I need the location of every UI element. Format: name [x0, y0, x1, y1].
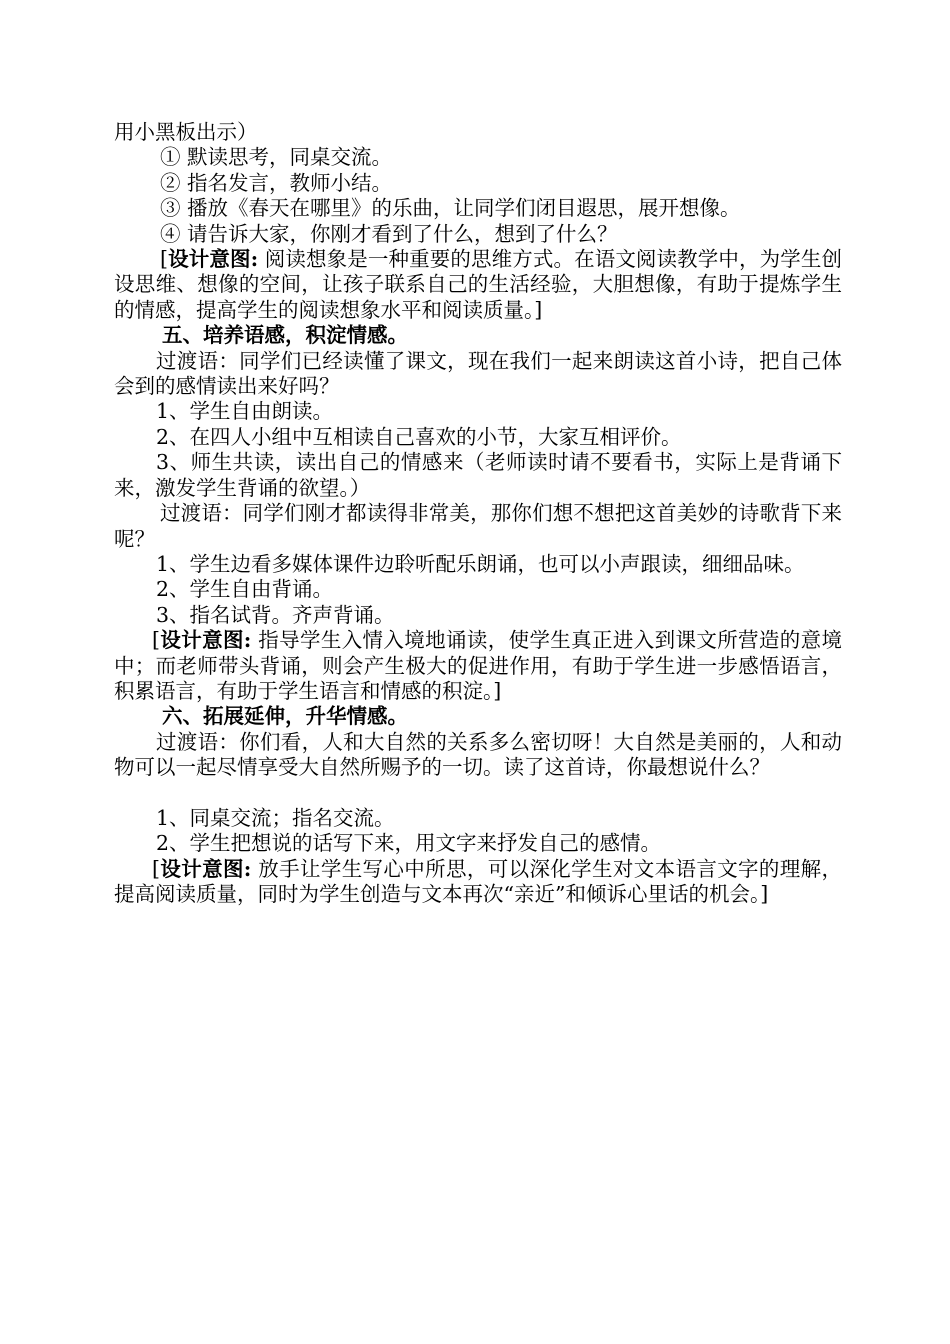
note-bracket: [ — [152, 856, 160, 881]
step-1: ① 默读思考，同桌交流。 — [160, 145, 393, 170]
step-3: ③ 播放《春天在哪里》的乐曲，让同学们闭目遐思，展开想像。 — [160, 196, 741, 221]
note-text: 阅读想象是一种重要的思维方式。在语文阅读教学中，为学生创设思维、想像的空间，让孩子联系自己的生活经验，大胆想像，有助于提炼学生的情感，提高学生的阅读想象水平和阅读质量。] — [114, 247, 843, 322]
list-item: 1、学生边看多媒体课件边聆听配乐朗诵，也可以小声跟读，细细品味。 — [156, 551, 805, 576]
list-item: 2、学生自由背诵。 — [156, 577, 334, 602]
note-text: 指导学生入情入境地诵读，使学生真正进入到课文所营造的意境中；而老师带头背诵，则会产生极大的促进作用，有助于学生进一步感悟语言，积累语言，有助于学生语言和情感的积淀。] — [114, 628, 842, 703]
transition-2: 过渡语：同学们刚才都读得非常美，那你们想不想把这首美妙的诗歌背下来呢？ — [114, 501, 842, 551]
list-item: 1、同桌交流；指名交流。 — [156, 805, 395, 830]
transition-3: 过渡语：你们看，人和大自然的关系多么密切呀！大自然是美丽的，人和动物可以一起尽情享受大自然所赐予的一切。读了这首诗，你最想说什么？ — [114, 729, 842, 780]
note-label: 设计意图: — [160, 628, 252, 653]
document-page — [114, 120, 842, 908]
note-bracket: [ — [160, 247, 168, 272]
step-2: ② 指名发言，教师小结。 — [160, 170, 393, 195]
list-item: 1、学生自由朗读。 — [156, 399, 334, 424]
list-item: 3、师生共读，读出自己的情感来（老师读时请不要看书，实际上是背诵下来，激发学生背诵的欲望。） — [114, 450, 842, 500]
note-label: 设计意图: — [160, 856, 252, 881]
list-item: 2、学生把想说的话写下来，用文字来抒发自己的感情。 — [156, 831, 662, 856]
section-heading-6: 六、拓展延伸，升华情感。 — [162, 704, 408, 729]
step-4: ④ 请告诉大家，你刚才看到了什么，想到了什么？ — [160, 221, 618, 246]
note-text: 放手让学生写心中所思，可以深化学生对文本语言文字的理解，提高阅读质量，同时为学生创造与文本再次“亲近”和倾诉心里话的机会。] — [114, 856, 842, 907]
design-intent-note-2 — [114, 628, 842, 704]
blank-line — [114, 781, 842, 806]
design-intent-note-1 — [114, 247, 842, 323]
continued-line: 用小黑板出示） — [114, 120, 258, 144]
design-intent-note-3 — [114, 857, 842, 908]
list-item: 2、在四人小组中互相读自己喜欢的小节，大家互相评价。 — [156, 424, 682, 449]
list-item: 3、指名试背。齐声背诵。 — [156, 602, 395, 627]
transition-1: 过渡语：同学们已经读懂了课文，现在我们一起来朗读这首小诗，把自己体会到的感情读出来好吗？ — [114, 348, 842, 399]
note-label: 设计意图: — [168, 247, 259, 272]
note-bracket: [ — [152, 628, 160, 653]
section-heading-5: 五、培养语感，积淀情感。 — [162, 323, 408, 348]
